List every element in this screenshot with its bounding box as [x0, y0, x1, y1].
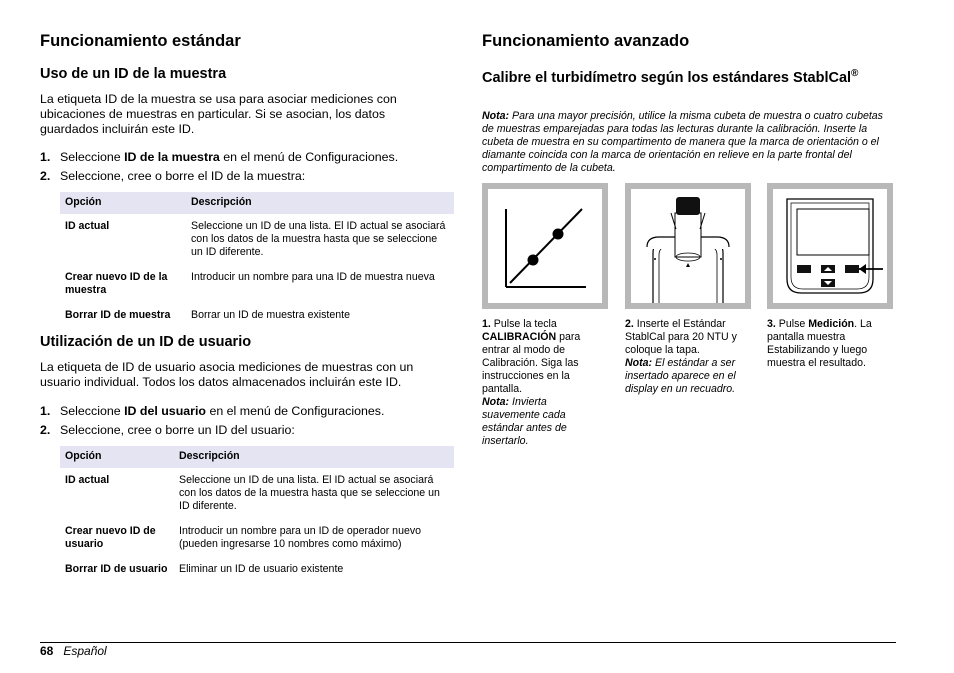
table-cell: Borrar ID de muestra: [65, 309, 171, 321]
sample-id-intro: La etiqueta ID de la muestra se usa para asociar mediciones con ubicaciones de muestras en particular. Si se asocian, los datos guardados incluirán este ID.: [40, 92, 397, 136]
footer-divider: [40, 642, 896, 643]
step-item: 1. Seleccione ID del usuario en el menú de Configuraciones.: [40, 404, 385, 418]
heading-user-id: Utilización de un ID de usuario: [40, 334, 252, 350]
step-item: 2. Seleccione, cree o borre un ID del usuario:: [40, 423, 295, 437]
user-id-table: [60, 446, 454, 582]
table-row: [60, 519, 454, 557]
page-number: 68: [40, 644, 54, 658]
column-header: Descripción: [174, 446, 454, 468]
section-title-advanced: Funcionamiento avanzado: [482, 32, 690, 50]
table-cell: Crear nuevo ID de la muestra: [65, 271, 168, 296]
step-item: 1. Seleccione ID de la muestra en el menú de Configuraciones.: [40, 150, 399, 164]
caption-step-1: 1. Pulse la tecla CALIBRACIÓN para entrar al modo de Calibración. Siga las instrucciones en la pantalla. Nota: Invierta suavemente cada estándar antes de insertarlo.: [482, 318, 581, 447]
table-row: [60, 265, 454, 303]
heading-sample-id: Uso de un ID de la muestra: [40, 66, 227, 82]
column-header: Opción: [60, 446, 174, 468]
table-cell: ID actual: [65, 220, 110, 232]
table-cell: ID actual: [65, 474, 110, 486]
instrument-display-icon: [773, 189, 887, 303]
column-header: Opción: [60, 192, 186, 214]
table-cell: Borrar ID de usuario: [65, 563, 168, 575]
table-row: [60, 557, 454, 582]
table-header-row: [60, 192, 454, 214]
figure-calibration-graph: [482, 183, 608, 309]
table-header-row: [60, 446, 454, 468]
table-row: [60, 214, 454, 265]
page-footer: [40, 644, 107, 658]
sample-cell-icon: [631, 189, 745, 303]
step-item: 2. Seleccione, cree o borre el ID de la muestra:: [40, 169, 306, 183]
section-title-standard: Funcionamiento estándar: [40, 32, 241, 50]
figure-insert-standard: [625, 183, 751, 309]
sample-id-table: [60, 192, 454, 328]
column-header: Descripción: [186, 192, 454, 214]
user-id-intro: La etiqueta de ID de usuario asocia mediciones de muestras con un usuario individual. Todos los datos almacenados incluirán este ID.: [40, 360, 414, 389]
table-cell: Eliminar un ID de usuario existente: [179, 563, 344, 575]
table-cell: Seleccione un ID de una lista. El ID actual se asociará con los datos de la muestra hasta que se seleccione un ID diferente.: [179, 474, 440, 512]
caption-step-3: 3. Pulse Medición. La pantalla muestra Estabilizando y luego muestra el resultado.: [767, 318, 872, 369]
heading-calibrate: Calibre el turbidímetro según los estándares StablCal®: [482, 68, 859, 86]
table-cell: Crear nuevo ID de usuario: [65, 525, 156, 550]
table-row: [60, 303, 454, 328]
sample-id-steps: [40, 150, 450, 188]
calibration-curve-icon: [488, 189, 602, 303]
user-id-steps: [40, 404, 450, 442]
table-cell: Introducir un nombre para una ID de muestra nueva: [191, 271, 435, 283]
caption-step-2: 2. Inserte el Estándar StablCal para 20 NTU y coloque la tapa. Nota: El estándar a ser insertado aparece en el display en un recuadro.: [625, 318, 737, 395]
table-cell: Introducir un nombre para un ID de operador nuevo (pueden ingresarse 10 nombres como máximo): [179, 525, 422, 550]
calibration-note: Nota: Para una mayor precisión, utilice la misma cubeta de muestra o cuatro cubetas de muestras emparejadas para todas las lecturas durante la calibración. Inserte la cubeta de muestra en su compartimento de manera que la marca de orientación o el diamante coincida con la marca de orientación en relieve en la parte frontal del compartimento de la cubeta.: [482, 110, 883, 174]
table-row: [60, 468, 454, 519]
table-cell: Seleccione un ID de una lista. El ID actual se asociará con los datos de la muestra hasta que se seleccione un ID diferente.: [191, 220, 446, 258]
figure-measure: [767, 183, 893, 309]
table-cell: Borrar un ID de muestra existente: [191, 309, 350, 321]
footer-language: Español: [63, 644, 107, 658]
